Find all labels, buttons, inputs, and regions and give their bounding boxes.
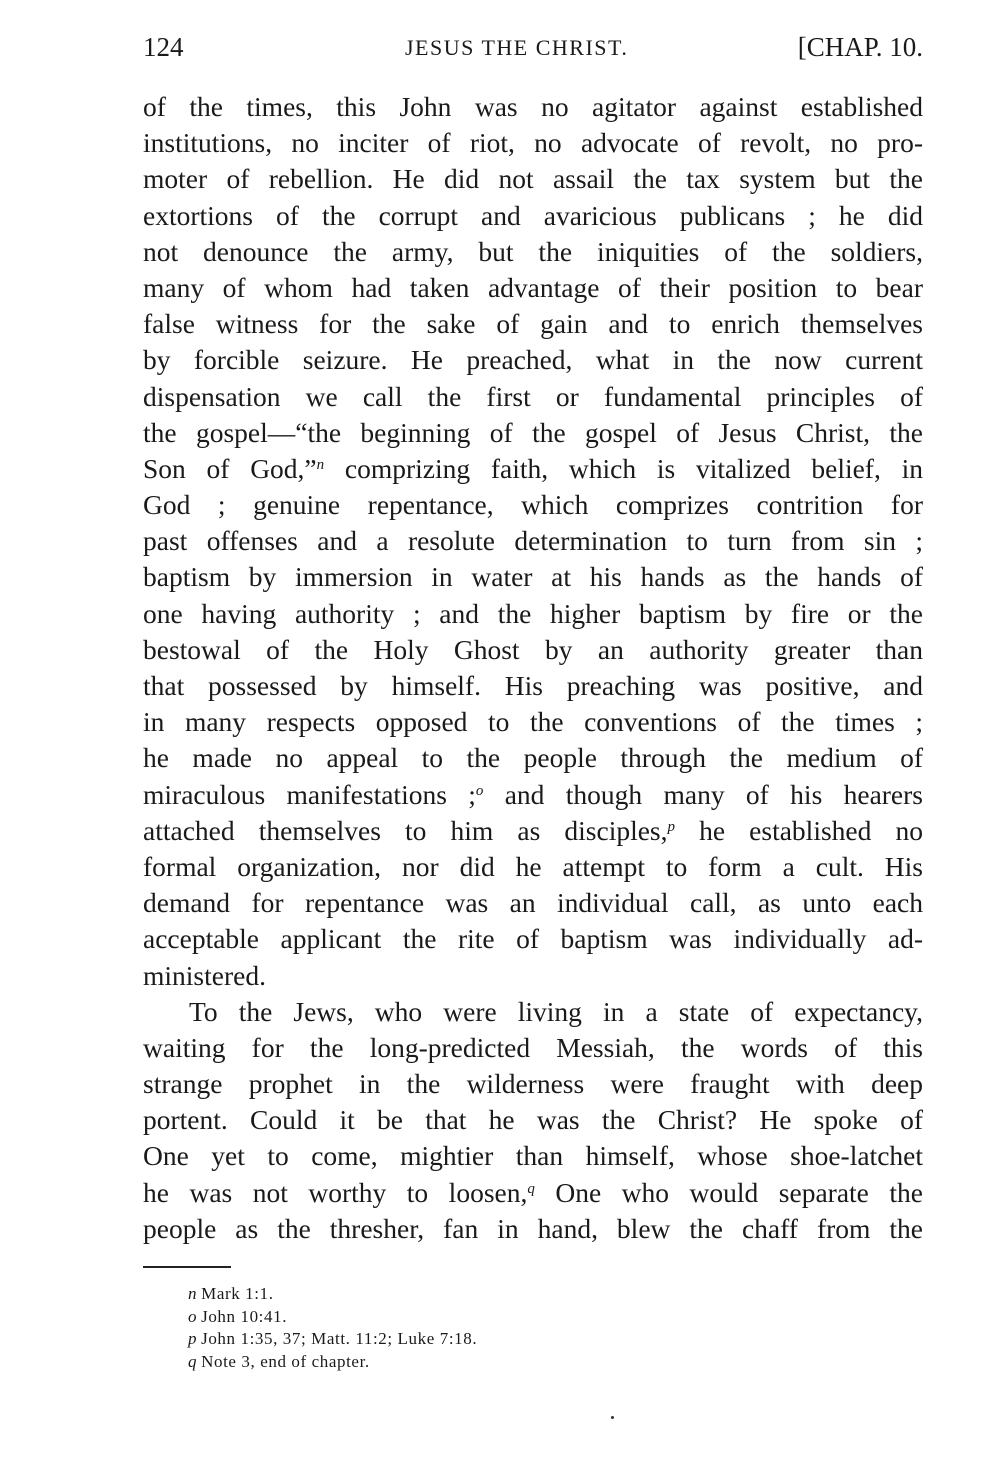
text-line: strange prophet in the wilderness were fraught with deep [143, 1068, 923, 1100]
running-header [143, 32, 923, 66]
text-line: bestowal of the Holy Ghost by an authority greater than [143, 633, 923, 665]
footnote-marker: p [667, 818, 676, 835]
footnote-marker: q [527, 1180, 535, 1197]
text-line: by forcible seizure. He preached, what in the now current [143, 344, 923, 376]
text-line: One yet to come, mightier than himself, whose shoe-latchet [143, 1140, 923, 1172]
text-line: the gospel—“the beginning of the gospel of Jesus Christ, the [143, 416, 923, 448]
text-line: waiting for the long-predicted Messiah, the words of this [143, 1031, 923, 1063]
text-segment: he was not worthy to loosen, [143, 1176, 528, 1208]
text-line: false witness for the sake of gain and to enrich themselves [143, 308, 923, 340]
text-line: that possessed by himself. His preaching was positive, and [143, 670, 923, 701]
text-segment: comprizing faith, which is vitalized belief, in [324, 452, 923, 484]
text-line: dispensation we call the first or fundamental principles of [143, 380, 923, 412]
footnote [188, 1306, 477, 1329]
text-line: demand for repentance was an individual call, as unto each [143, 887, 923, 919]
chapter-label: [CHAP. 10. [797, 32, 923, 62]
text-line: God ; genuine repentance, which comprizes contrition for [143, 489, 923, 521]
text-line: many of whom had taken advantage of their position to bear [143, 271, 923, 303]
text-line: people as the thresher, fan in hand, blew the chaff from the [143, 1212, 923, 1244]
text-line: acceptable applicant the rite of baptism was individually ad- [143, 923, 923, 955]
footnote-mark: n [188, 1284, 198, 1303]
text-line: extortions of the corrupt and avaricious publicans ; he did [143, 199, 923, 231]
paragraph-1 [143, 89, 923, 994]
footnote [188, 1283, 477, 1306]
footnote-text: Note 3, end of chapter. [201, 1351, 370, 1371]
footnote-mark: o [188, 1306, 198, 1326]
running-title: JESUS THE CHRIST. [405, 35, 629, 60]
footnote [188, 1351, 477, 1374]
text-line: institutions, no inciter of riot, no advocate of revolt, no pro- [143, 127, 923, 159]
text-line: past offenses and a resolute determination to turn from sin ; [143, 525, 923, 557]
text-segment: Son of God,” [143, 452, 317, 484]
footnotes [188, 1283, 477, 1373]
text-line: one having authority ; and the higher baptism by fire or the [143, 597, 923, 629]
page-speck [611, 1416, 614, 1419]
footnote [188, 1328, 477, 1351]
text-line: of the times, this John was no agitator against established [143, 91, 923, 122]
footnote-rule [143, 1266, 231, 1268]
text-line: in many respects opposed to the conventions of the times ; [143, 706, 923, 738]
body-text [143, 89, 923, 1247]
text-segment: miraculous manifestations ; [143, 778, 476, 810]
footnote-text: John 10:41. [201, 1306, 288, 1326]
footnote-marker: n [316, 456, 325, 473]
text-line: not denounce the army, but the iniquities of the soldiers, [143, 235, 923, 267]
page-number: 124 [143, 32, 184, 62]
text-segment: he established no [675, 814, 923, 846]
text-line [143, 1175, 923, 1211]
footnote-marker: o [475, 782, 484, 799]
text-line: formal organization, nor did he attempt to form a cult. His [143, 850, 923, 882]
footnote-mark: q [188, 1351, 198, 1371]
text-segment: attached themselves to him as disciples, [143, 814, 668, 846]
text-line [143, 813, 923, 849]
footnote-text: John 1:35, 37; Matt. 11:2; Luke 7:18. [201, 1329, 478, 1348]
text-line: To the Jews, who were living in a state of expectancy, [189, 995, 923, 1027]
text-line: moter of rebellion. He did not assail the tax system but the [143, 163, 923, 195]
footnote-text: Mark 1:1. [201, 1284, 274, 1303]
text-line [143, 777, 923, 813]
paragraph-2 [143, 994, 923, 1247]
text-line: he made no appeal to the people through the medium of [143, 742, 923, 774]
text-segment: and though many of his hearers [483, 778, 923, 810]
text-line: baptism by immersion in water at his hands as the hands of [143, 561, 923, 593]
text-segment: One who would separate the [534, 1176, 923, 1208]
text-line: ministered. [143, 959, 266, 991]
text-line [143, 451, 923, 487]
footnote-mark: p [188, 1329, 198, 1348]
text-line: portent. Could it be that he was the Christ? He spoke of [143, 1104, 923, 1136]
